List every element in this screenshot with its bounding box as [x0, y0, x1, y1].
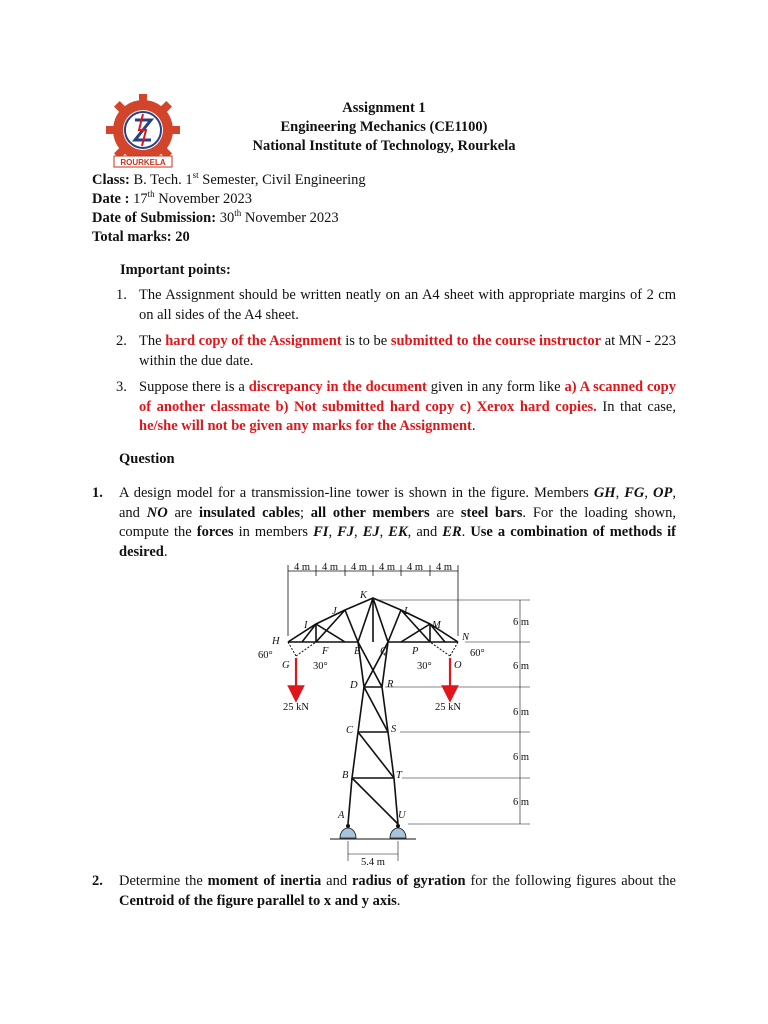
submission-line: Date of Submission: 30th November 2023: [92, 208, 339, 226]
insulated-cables: [288, 642, 458, 656]
logo-text: ROURKELA: [120, 158, 166, 167]
class-line: Class: B. Tech. 1st Semester, Civil Engineering: [92, 170, 366, 188]
svg-text:S: S: [391, 724, 397, 735]
svg-text:I: I: [304, 620, 308, 631]
total-marks: Total marks: 20: [92, 229, 190, 245]
angle-left: 60°: [258, 650, 273, 661]
question-1: 1. A design model for a transmission-line tower is shown in the figure. Members GH, FG, OP, and NO are insulated cables; all other members are steel bars. For the loading shown, compute the forces in members FI, FJ, EJ, EK, and ER. Use a combination of methods if desired.: [92, 485, 677, 560]
dim-right-5: 6 m: [512, 797, 530, 808]
svg-text:O: O: [454, 660, 462, 671]
important-point-3: 3. Suppose there is a discrepancy in the document given in any form like a) A scanned copy of another classmate b) Not submitted hard copy c) Xerox hard copies. In that case, he/she will not be given any marks for the Assignment.: [116, 379, 676, 434]
svg-text:H: H: [272, 636, 280, 647]
dim-top-6: 4 m: [435, 562, 453, 573]
tower-truss-figure: [240, 556, 540, 868]
important-heading: Important points:: [120, 262, 231, 278]
load-label-right: 25 kN: [435, 702, 461, 713]
important-point-1: 1. The Assignment should be written neatly on an A4 sheet with appropriate margins of 2 cm on all sides of the A4 sheet.: [116, 287, 676, 323]
angle-f: 30°: [313, 661, 328, 672]
load-label-left: 25 kN: [283, 702, 309, 713]
dim-right-1: 6 m: [512, 617, 530, 628]
svg-text:A: A: [338, 810, 345, 821]
svg-text:D: D: [350, 680, 358, 691]
dim-top-1: 4 m: [293, 562, 311, 573]
dim-top-5: 4 m: [406, 562, 424, 573]
important-point-2: 2. The hard copy of the Assignment is to be submitted to the course instructor at MN - 223 within the due date.: [116, 333, 676, 369]
angle-p: 30°: [417, 661, 432, 672]
svg-text:R: R: [387, 679, 394, 690]
supports: [330, 824, 416, 839]
svg-text:B: B: [342, 770, 349, 781]
svg-text:C: C: [346, 725, 354, 736]
question-heading: Question: [119, 451, 175, 467]
institute-name: National Institute of Technology, Rourkela: [252, 138, 516, 154]
dim-right-2: 6 m: [512, 661, 530, 672]
dim-right-4: 6 m: [512, 752, 530, 763]
angle-right: 60°: [470, 648, 485, 659]
dim-right-3: 6 m: [512, 707, 530, 718]
date-line: Date : 17th November 2023: [92, 189, 253, 207]
svg-text:L: L: [404, 606, 410, 617]
dim-bottom: 5.4 m: [361, 857, 385, 868]
dim-top-3: 4 m: [350, 562, 368, 573]
truss-members: [288, 598, 458, 824]
svg-text:E: E: [354, 646, 361, 657]
assignment-title: Assignment 1: [342, 100, 426, 116]
svg-text:Q: Q: [380, 646, 388, 657]
dim-top-4: 4 m: [378, 562, 396, 573]
dim-top-2: 4 m: [321, 562, 339, 573]
svg-text:G: G: [282, 660, 290, 671]
svg-text:F: F: [322, 646, 329, 657]
svg-text:M: M: [432, 620, 441, 631]
svg-text:J: J: [332, 606, 337, 617]
course-title: Engineering Mechanics (CE1100): [280, 119, 488, 135]
svg-text:T: T: [396, 770, 402, 781]
svg-text:U: U: [398, 810, 406, 821]
svg-text:P: P: [412, 646, 419, 657]
question-2: 2. Determine the moment of inertia and radius of gyration for the following figures about the Centroid of the figure parallel to x and y axis.: [92, 873, 676, 909]
svg-text:K: K: [360, 590, 368, 601]
svg-text:N: N: [462, 632, 470, 643]
